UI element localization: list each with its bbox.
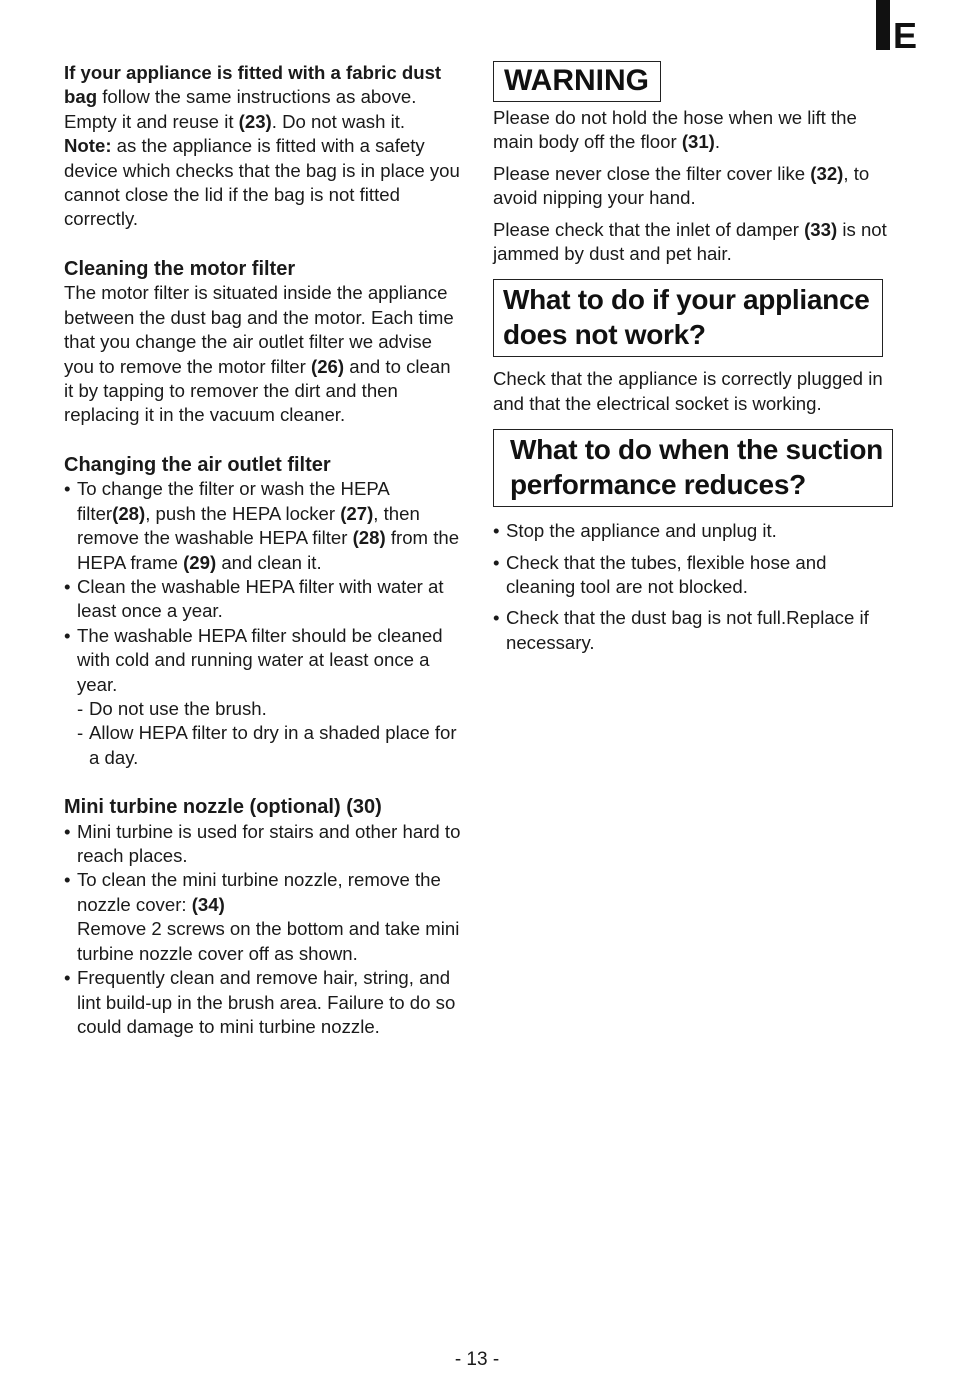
figure-ref-28: (28) [112, 502, 146, 524]
warning-paragraph [493, 106, 893, 155]
suction-list [493, 519, 893, 655]
list-item-text: and clean it. [216, 551, 322, 573]
note-paragraph [64, 134, 464, 232]
fabric-bag-text: follow the same instructions as above. Empty it and reuse it [64, 86, 417, 132]
motor-filter-text-end: and to clean it by tapping to remover the dirt and then replacing it in the vacuum cleaner. [64, 355, 451, 426]
air-outlet-list [64, 477, 464, 770]
warning-paragraph [493, 218, 893, 267]
warning-text-end: is not jammed by dust and pet hair. [493, 218, 887, 265]
suction-heading: What to do when the suction performance reduces? [493, 429, 893, 507]
motor-filter-heading: Cleaning the motor filter [64, 257, 296, 280]
warning-text-end: . [714, 131, 721, 153]
list-item-text: To change the filter or wash the HEPA filter [77, 478, 389, 524]
list-item [64, 477, 464, 575]
list-item-text: The washable HEPA filter should be cleaned with cold and running water at least once a year. [77, 624, 443, 695]
list-item: • Check that the dust bag is not full.Replace if necessary. [493, 606, 893, 655]
warning-heading: WARNING [493, 61, 661, 102]
left-column [64, 61, 464, 1039]
list-item [64, 868, 464, 966]
warning-text: Please do not hold the hose when we lift the main body off the floor [493, 107, 857, 153]
motor-filter-paragraph [64, 281, 464, 427]
note-label: Note: [64, 135, 112, 157]
warning-text-end: , to avoid nipping your hand. [493, 162, 870, 209]
warning-paragraph [493, 162, 893, 211]
not-work-heading: What to do if your appliance does not work? [493, 279, 883, 357]
list-item-text: To clean the mini turbine nozzle, remove the nozzle cover: [77, 869, 441, 915]
not-work-paragraph: Check that the appliance is correctly plugged in and that the electrical socket is working. [493, 368, 883, 414]
sub-item: - Do not use the brush. [77, 697, 464, 721]
right-column [493, 61, 893, 662]
note-text: as the appliance is fitted with a safety device which checks that the bag is in place you cannot close the lid if the bag is not fitted correctly. [64, 135, 460, 230]
language-tab-bar [876, 0, 890, 50]
list-item [64, 624, 464, 770]
mini-turbine-heading: Mini turbine nozzle (optional) (30) [64, 796, 382, 819]
list-item: • Stop the appliance and unplug it. [493, 519, 893, 543]
list-item-text: Remove 2 screws on the bottom and take mini turbine nozzle cover off as shown. [77, 918, 460, 964]
fabric-bag-text-end: . Do not wash it. [271, 110, 406, 132]
figure-ref-28: (28) [352, 527, 386, 549]
air-outlet-heading: Changing the air outlet filter [64, 453, 331, 476]
fabric-bag-lead: If your appliance is fitted with a fabric dust bag [64, 62, 442, 108]
figure-ref-26: (26) [311, 355, 345, 377]
mini-turbine-list [64, 820, 464, 1040]
language-tab-letter: E [893, 15, 918, 56]
figure-ref-33: (33) [804, 218, 838, 240]
figure-ref-34: (34) [191, 893, 225, 915]
list-item-text: , then remove the washable HEPA filter [77, 502, 420, 549]
fabric-bag-paragraph [64, 61, 464, 134]
figure-ref-27: (27) [340, 502, 374, 524]
figure-ref-32: (32) [810, 162, 844, 184]
figure-ref-29: (29) [183, 551, 217, 573]
page-number: - 13 - [454, 1349, 500, 1370]
list-item: • Mini turbine is used for stairs and other hard to reach places. [64, 820, 464, 869]
figure-ref-31: (31) [681, 131, 715, 153]
list-item-text: , push the HEPA locker [145, 502, 341, 524]
list-item: • Check that the tubes, flexible hose and cleaning tool are not blocked. [493, 551, 893, 600]
list-item: • Frequently clean and remove hair, string, and lint build-up in the brush area. Failure to do so could damage to mini turbine nozzle. [64, 966, 464, 1039]
warning-text: Please never close the filter cover like [493, 162, 811, 184]
warning-text: Please check that the inlet of damper [493, 218, 805, 240]
motor-filter-text: The motor filter is situated inside the appliance between the dust bag and the motor. Each time that you change the air outlet filter we advise you to remove the motor filter [64, 282, 454, 377]
figure-ref-23: (23) [238, 110, 272, 132]
sub-item: - Allow HEPA filter to dry in a shaded place for a day. [77, 721, 464, 770]
list-item: • Clean the washable HEPA filter with water at least once a year. [64, 575, 464, 624]
list-item-text: from the HEPA frame [77, 527, 460, 573]
